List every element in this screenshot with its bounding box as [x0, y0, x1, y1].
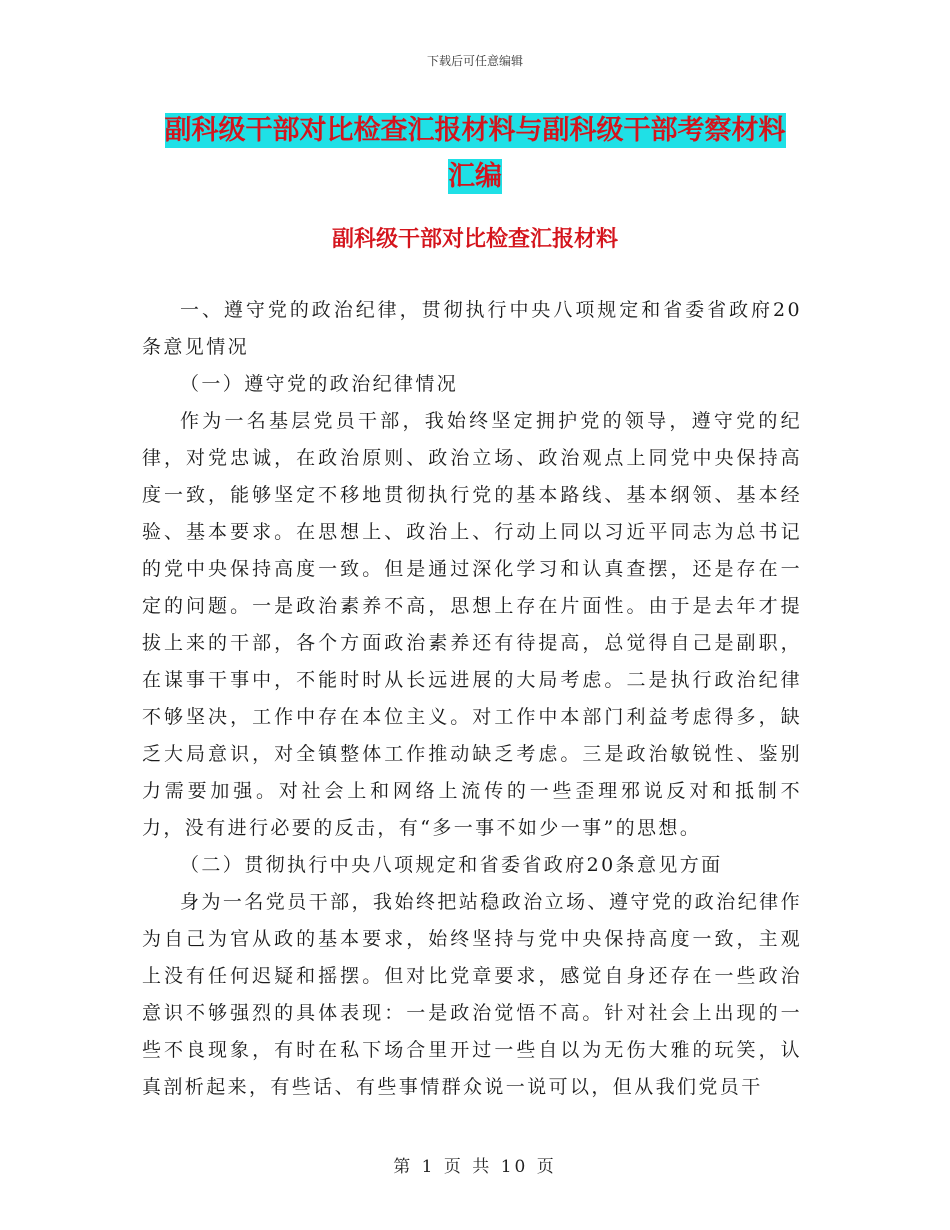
section-title: 副科级干部对比检查汇报材料 [331, 227, 618, 252]
title-line-2: 汇编 [448, 161, 502, 192]
header-note: 下载后可任意编辑 [426, 54, 523, 68]
document-body [142, 292, 802, 1106]
paragraph: （一）遵守党的政治纪律情况 [180, 373, 459, 395]
title-line-1: 副科级干部对比检查汇报材料与副科级干部考察材料 [164, 115, 786, 146]
paragraph: 一、遵守党的政治纪律，贯彻执行中央八项规定和省委省政府20条意见情况 [142, 299, 802, 358]
paragraph: （二）贯彻执行中央八项规定和省委省政府20条意见方面 [180, 854, 723, 876]
page-footer: 第 1 页 共 10 页 [393, 1157, 557, 1177]
paragraph: 身为一名党员干部，我始终把站稳政治立场、遵守党的政治纪律作为自己为官从政的基本要求，始终坚持与党中央保持高度一致，主观上没有任何迟疑和摇摆。但对比党章要求，感觉自身还存在一些政治意识不够强烈的具体表现：一是政治觉悟不高。针对社会上出现的一些不良现象，有时在私下场合里开过一些自以为无伤大雅的玩笑，认真剖析起来，有些话、有些事情群众说一说可以，但从我们党员干 [142, 891, 802, 1098]
paragraph: 作为一名基层党员干部，我始终坚定拥护党的领导，遵守党的纪律，对党忠诚，在政治原则、政治立场、政治观点上同党中央保持高度一致，能够坚定不移地贯彻执行党的基本路线、基本纲领、基本经验、基本要求。在思想上、政治上、行动上同以习近平同志为总书记的党中央保持高度一致。但是通过深化学习和认真查摆，还是存在一定的问题。一是政治素养不高，思想上存在片面性。由于是去年才提拔上来的干部，各个方面政治素养还有待提高，总觉得自己是副职，在谋事干事中，不能时时从长远进展的大局考虑。二是执行政治纪律不够坚决，工作中存在本位主义。对工作中本部门利益考虑得多，缺乏大局意识，对全镇整体工作推动缺乏考虑。三是政治敏锐性、鉴别力需要加强。对社会上和网络上流传的一些歪理邪说反对和抵制不力，没有进行必要的反击，有“多一事不如少一事”的思想。 [142, 410, 802, 839]
document-title [0, 108, 950, 200]
